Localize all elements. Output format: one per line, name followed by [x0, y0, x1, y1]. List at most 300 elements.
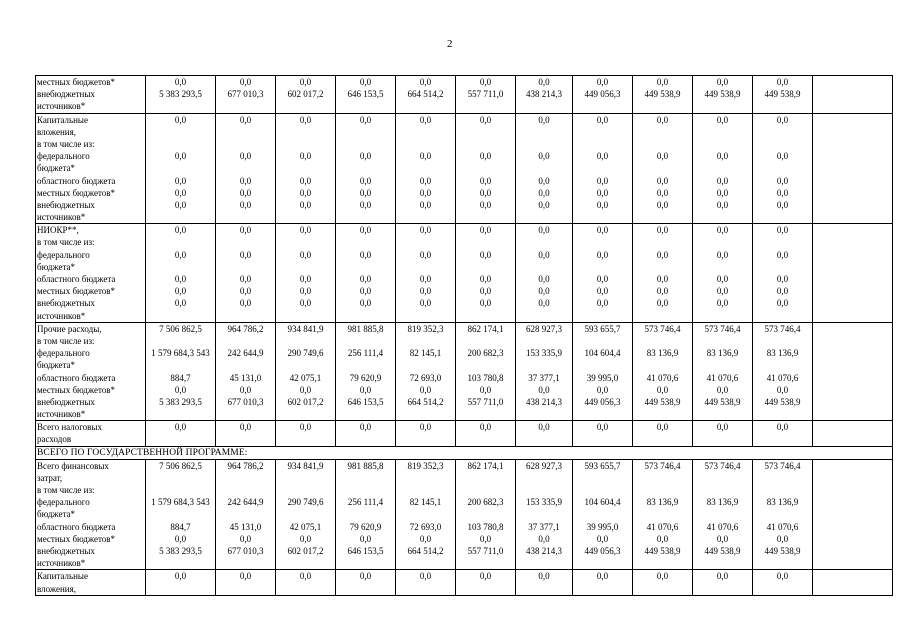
cell-value: 0,0 — [479, 533, 492, 544]
cell-value: 0,0 — [596, 114, 609, 125]
cell-value: 449 056,3 — [584, 89, 621, 100]
cell-value: 0,0 — [299, 114, 312, 125]
cell-value — [633, 484, 692, 496]
cell-value: 573 746,4 — [764, 323, 801, 334]
cell-value: 0,0 — [419, 571, 432, 582]
value-cell — [573, 570, 633, 595]
value-cell — [573, 76, 633, 114]
cell-value: 0,0 — [299, 249, 312, 260]
cell-value — [516, 261, 572, 273]
cell-value: 0,0 — [716, 286, 729, 297]
cell-value: 200 682,3 — [467, 348, 504, 359]
value-cell — [146, 459, 216, 570]
cell-value: 0,0 — [419, 274, 432, 284]
cell-value: 934 841,9 — [287, 460, 324, 471]
cell-value: 0,0 — [656, 225, 669, 236]
cell-value — [456, 508, 515, 520]
cell-value — [456, 359, 515, 371]
cell-value: 290 749,6 — [287, 348, 324, 359]
row-label-line: областного бюджета — [37, 274, 116, 284]
cell-value — [693, 138, 752, 150]
cell-value — [693, 335, 752, 347]
cell-value: 0,0 — [479, 422, 492, 433]
cell-value — [753, 472, 812, 484]
value-cell — [456, 459, 516, 570]
row-label-line: местных бюджетов* — [37, 384, 116, 395]
value-cell — [633, 322, 693, 421]
cell-value — [336, 236, 395, 248]
cell-value: 0,0 — [538, 175, 550, 186]
cell-value: 0,0 — [419, 298, 432, 309]
cell-value: 0,0 — [538, 298, 550, 309]
value-cell — [573, 224, 633, 323]
cell-value: 0,0 — [776, 199, 789, 210]
value-cell — [813, 459, 893, 570]
cell-value — [516, 472, 572, 484]
row-label — [36, 421, 146, 446]
cell-value: 0,0 — [359, 225, 372, 236]
value-cell — [813, 113, 893, 224]
row-label — [36, 322, 146, 421]
cell-value: 0,0 — [656, 384, 669, 395]
table-row — [36, 76, 893, 114]
cell-value: 242 644,9 — [227, 348, 264, 359]
cell-value: 0,0 — [596, 225, 609, 236]
cell-value — [516, 335, 572, 347]
cell-value: 0,0 — [239, 274, 252, 284]
cell-value: 0,0 — [359, 77, 372, 87]
cell-value: 0,0 — [538, 422, 550, 433]
cell-value: 0,0 — [299, 199, 312, 210]
cell-value: 0,0 — [479, 199, 492, 210]
cell-value: 0,0 — [359, 298, 372, 309]
cell-value — [146, 484, 215, 496]
cell-value: 884,7 — [170, 521, 191, 532]
cell-value: 0,0 — [538, 151, 550, 162]
cell-value: 0,0 — [538, 77, 550, 87]
value-cell — [276, 421, 336, 446]
cell-value: 0,0 — [716, 114, 729, 125]
row-label-line: областного бюджета — [37, 521, 116, 532]
cell-value — [216, 236, 275, 248]
cell-value: 0,0 — [359, 533, 372, 544]
cell-value: 82 145,1 — [409, 497, 442, 508]
cell-value: 45 131,0 — [229, 521, 262, 532]
cell-value — [573, 484, 632, 496]
cell-value: 0,0 — [419, 114, 432, 125]
cell-value — [336, 335, 395, 347]
cell-value: 0,0 — [538, 199, 550, 210]
row-label-line: федерального — [37, 151, 90, 162]
value-cell — [633, 570, 693, 595]
value-cell — [396, 113, 456, 224]
cell-value: 41 070,6 — [646, 521, 679, 532]
row-label — [36, 76, 146, 114]
cell-value — [456, 261, 515, 273]
cell-value: 0,0 — [479, 175, 492, 186]
cell-value: 664 514,2 — [407, 545, 444, 556]
cell-value: 0,0 — [776, 274, 789, 284]
value-cell — [456, 113, 516, 224]
cell-value — [633, 472, 692, 484]
cell-value: 290 749,6 — [287, 497, 324, 508]
cell-value — [276, 359, 335, 371]
cell-value: 0,0 — [419, 187, 432, 198]
cell-value: 0,0 — [479, 225, 492, 236]
cell-value: 593 655,7 — [584, 460, 621, 471]
cell-value: 0,0 — [776, 571, 789, 582]
row-label — [36, 113, 146, 224]
cell-value — [336, 472, 395, 484]
cell-value: 39 995,0 — [586, 372, 619, 383]
row-label-line: местных бюджетов* — [37, 77, 116, 87]
cell-value: 0,0 — [716, 298, 729, 309]
cell-value: 0,0 — [596, 77, 609, 87]
cell-value: 83 136,9 — [646, 348, 679, 359]
cell-value: 0,0 — [656, 274, 669, 284]
cell-value: 41 070,6 — [646, 372, 679, 383]
row-label-line: местных бюджетов* — [37, 286, 116, 297]
row-label-line: затрат, — [37, 472, 63, 483]
cell-value: 0,0 — [239, 422, 252, 433]
cell-value — [516, 126, 572, 138]
cell-value: 79 620,9 — [349, 372, 382, 383]
cell-value — [753, 508, 812, 520]
value-cell — [396, 421, 456, 446]
cell-value: 0,0 — [716, 274, 729, 284]
cell-value — [693, 162, 752, 174]
cell-value: 602 017,2 — [287, 396, 324, 407]
cell-value: 0,0 — [538, 187, 550, 198]
cell-value: 557 711,0 — [467, 89, 504, 100]
cell-value — [516, 484, 572, 496]
cell-value: 862 174,1 — [467, 460, 504, 471]
cell-value: 0,0 — [299, 384, 312, 395]
row-label-line: областного бюджета — [37, 175, 116, 186]
cell-value — [146, 261, 215, 273]
value-cell — [633, 113, 693, 224]
value-cell — [693, 570, 753, 595]
value-cell — [693, 459, 753, 570]
cell-value: 0,0 — [174, 384, 187, 395]
value-cell — [813, 421, 893, 446]
cell-value: 103 780,8 — [467, 372, 504, 383]
row-label-line: источников* — [37, 212, 86, 223]
cell-value: 0,0 — [716, 151, 729, 162]
cell-value: 677 010,3 — [227, 545, 264, 556]
cell-value: 41 070,6 — [706, 372, 739, 383]
cell-value: 449 538,9 — [644, 545, 681, 556]
cell-value: 573 746,4 — [704, 323, 741, 334]
cell-value: 677 010,3 — [227, 89, 264, 100]
value-cell — [336, 113, 396, 224]
cell-value: 0,0 — [419, 533, 432, 544]
cell-value — [633, 162, 692, 174]
cell-value: 256 111,4 — [347, 497, 384, 508]
cell-value — [216, 126, 275, 138]
cell-value — [456, 236, 515, 248]
cell-value — [573, 126, 632, 138]
cell-value: 83 136,9 — [766, 348, 799, 359]
row-label-line: Всего финансовых — [37, 460, 109, 471]
value-cell — [516, 76, 573, 114]
value-cell — [216, 113, 276, 224]
value-cell — [336, 322, 396, 421]
value-cell — [753, 224, 813, 323]
cell-value — [336, 484, 395, 496]
cell-value: 0,0 — [776, 249, 789, 260]
cell-value: 0,0 — [776, 298, 789, 309]
cell-value — [573, 236, 632, 248]
cell-value: 0,0 — [596, 175, 609, 186]
cell-value — [633, 508, 692, 520]
cell-value — [693, 261, 752, 273]
cell-value — [276, 472, 335, 484]
cell-value — [573, 138, 632, 150]
value-cell — [753, 113, 813, 224]
cell-value — [633, 359, 692, 371]
value-cell — [396, 224, 456, 323]
value-cell — [516, 113, 573, 224]
cell-value — [573, 335, 632, 347]
cell-value: 0,0 — [174, 175, 187, 186]
cell-value: 0,0 — [174, 77, 187, 87]
cell-value: 0,0 — [538, 286, 550, 297]
cell-value — [146, 335, 215, 347]
cell-value: 0,0 — [419, 422, 432, 433]
cell-value: 0,0 — [776, 533, 789, 544]
value-cell — [336, 76, 396, 114]
cell-value: 0,0 — [479, 286, 492, 297]
table-row — [36, 113, 893, 224]
cell-value: 153 335,9 — [526, 348, 562, 359]
cell-value — [336, 359, 395, 371]
cell-value: 0,0 — [716, 422, 729, 433]
cell-value — [693, 126, 752, 138]
cell-value — [276, 484, 335, 496]
cell-value: 0,0 — [479, 249, 492, 260]
cell-value: 104 604,4 — [584, 348, 621, 359]
cell-value: 677 010,3 — [227, 396, 264, 407]
value-cell — [276, 459, 336, 570]
cell-value: 42 075,1 — [289, 521, 322, 532]
cell-value — [396, 126, 455, 138]
cell-value: 0,0 — [299, 274, 312, 284]
cell-value: 449 538,9 — [764, 545, 801, 556]
value-cell — [216, 322, 276, 421]
value-cell — [573, 113, 633, 224]
cell-value: 0,0 — [174, 114, 187, 125]
cell-value: 37 377,1 — [528, 372, 560, 383]
cell-value: 83 136,9 — [706, 348, 739, 359]
cell-value — [216, 508, 275, 520]
cell-value — [216, 162, 275, 174]
cell-value — [216, 472, 275, 484]
cell-value: 0,0 — [479, 384, 492, 395]
value-cell — [336, 459, 396, 570]
cell-value: 82 145,1 — [409, 348, 442, 359]
cell-value — [396, 484, 455, 496]
row-label-line: вложения, — [37, 583, 77, 594]
cell-value — [336, 138, 395, 150]
row-label-line: бюджета* — [37, 360, 76, 371]
cell-value: 664 514,2 — [407, 89, 444, 100]
cell-value — [456, 472, 515, 484]
value-cell — [456, 421, 516, 446]
cell-value — [753, 236, 812, 248]
value-cell — [516, 224, 573, 323]
cell-value: 0,0 — [419, 199, 432, 210]
cell-value: 0,0 — [596, 187, 609, 198]
value-cell — [336, 570, 396, 595]
cell-value — [396, 508, 455, 520]
cell-value — [693, 359, 752, 371]
cell-value: 0,0 — [716, 77, 729, 87]
section-row — [36, 446, 893, 459]
row-label-line: вложения, — [37, 126, 77, 137]
row-label-line: федерального — [37, 348, 90, 359]
cell-value: 646 153,5 — [347, 89, 384, 100]
cell-value — [216, 335, 275, 347]
cell-value: 0,0 — [359, 187, 372, 198]
cell-value — [693, 484, 752, 496]
cell-value — [146, 508, 215, 520]
value-cell — [216, 459, 276, 570]
row-label-line: бюджета* — [37, 163, 76, 174]
cell-value — [456, 335, 515, 347]
cell-value — [336, 162, 395, 174]
cell-value: 0,0 — [596, 298, 609, 309]
cell-value — [276, 508, 335, 520]
cell-value: 981 885,8 — [347, 323, 384, 334]
cell-value — [633, 138, 692, 150]
cell-value: 573 746,4 — [764, 460, 801, 471]
cell-value — [456, 484, 515, 496]
value-cell — [276, 322, 336, 421]
cell-value: 0,0 — [174, 274, 187, 284]
cell-value — [753, 359, 812, 371]
cell-value — [396, 335, 455, 347]
cell-value — [396, 359, 455, 371]
cell-value: 5 383 293,5 — [159, 545, 202, 556]
cell-value: 449 538,9 — [704, 396, 741, 407]
cell-value — [276, 236, 335, 248]
cell-value: 79 620,9 — [349, 521, 382, 532]
cell-value: 0,0 — [596, 249, 609, 260]
cell-value: 7 506 862,5 — [159, 460, 202, 471]
value-cell — [516, 459, 573, 570]
cell-value: 0,0 — [174, 249, 187, 260]
cell-value — [146, 359, 215, 371]
cell-value: 0,0 — [419, 384, 432, 395]
cell-value: 884,7 — [170, 372, 191, 383]
cell-value: 0,0 — [239, 199, 252, 210]
cell-value: 862 174,1 — [467, 323, 504, 334]
cell-value: 0,0 — [776, 151, 789, 162]
cell-value: 0,0 — [656, 199, 669, 210]
value-cell — [276, 570, 336, 595]
cell-value — [753, 335, 812, 347]
row-label-line: внебюджетных — [37, 89, 95, 100]
value-cell — [813, 76, 893, 114]
cell-value: 0,0 — [656, 533, 669, 544]
cell-value: 0,0 — [479, 571, 492, 582]
value-cell — [456, 570, 516, 595]
value-cell — [753, 76, 813, 114]
cell-value: 0,0 — [479, 298, 492, 309]
value-cell — [396, 322, 456, 421]
value-cell — [146, 224, 216, 323]
cell-value: 41 070,6 — [766, 372, 799, 383]
cell-value: 573 746,4 — [644, 323, 681, 334]
cell-value — [693, 472, 752, 484]
value-cell — [633, 459, 693, 570]
cell-value: 602 017,2 — [287, 89, 324, 100]
cell-value: 0,0 — [596, 274, 609, 284]
cell-value: 0,0 — [239, 225, 252, 236]
cell-value: 5 383 293,5 — [159, 396, 202, 407]
cell-value — [276, 335, 335, 347]
cell-value: 0,0 — [239, 187, 252, 198]
value-cell — [216, 570, 276, 595]
cell-value: 628 927,3 — [526, 460, 562, 471]
cell-value: 438 214,3 — [526, 396, 562, 407]
row-label-line: федерального — [37, 249, 90, 260]
cell-value: 104 604,4 — [584, 497, 621, 508]
row-label-line: в том числе из: — [37, 485, 95, 495]
value-cell — [216, 224, 276, 323]
cell-value: 41 070,6 — [706, 521, 739, 532]
cell-value: 0,0 — [538, 225, 550, 236]
value-cell — [276, 76, 336, 114]
row-label-line: источников* — [37, 101, 86, 112]
cell-value: 0,0 — [716, 533, 729, 544]
cell-value: 0,0 — [596, 286, 609, 297]
cell-value — [633, 261, 692, 273]
row-label-line: расходов — [37, 434, 72, 445]
value-cell — [573, 421, 633, 446]
cell-value: 153 335,9 — [526, 497, 562, 508]
cell-value: 557 711,0 — [467, 396, 504, 407]
cell-value: 0,0 — [299, 175, 312, 186]
cell-value — [573, 472, 632, 484]
cell-value — [146, 138, 215, 150]
budget-table-body — [36, 76, 893, 596]
cell-value — [456, 126, 515, 138]
value-cell — [753, 570, 813, 595]
value-cell — [396, 459, 456, 570]
cell-value: 0,0 — [299, 422, 312, 433]
cell-value: 0,0 — [299, 151, 312, 162]
value-cell — [753, 421, 813, 446]
cell-value: 0,0 — [299, 286, 312, 297]
cell-value: 0,0 — [776, 384, 789, 395]
cell-value: 0,0 — [716, 384, 729, 395]
cell-value: 41 070,6 — [766, 521, 799, 532]
cell-value: 0,0 — [716, 571, 729, 582]
cell-value: 0,0 — [239, 571, 252, 582]
cell-value — [396, 162, 455, 174]
cell-value — [276, 138, 335, 150]
cell-value — [456, 138, 515, 150]
table-row — [36, 322, 893, 421]
value-cell — [456, 224, 516, 323]
cell-value: 964 786,2 — [227, 323, 264, 334]
cell-value: 0,0 — [239, 249, 252, 260]
cell-value: 557 711,0 — [467, 545, 504, 556]
cell-value: 449 538,9 — [764, 89, 801, 100]
row-label-line: внебюджетных — [37, 396, 95, 407]
